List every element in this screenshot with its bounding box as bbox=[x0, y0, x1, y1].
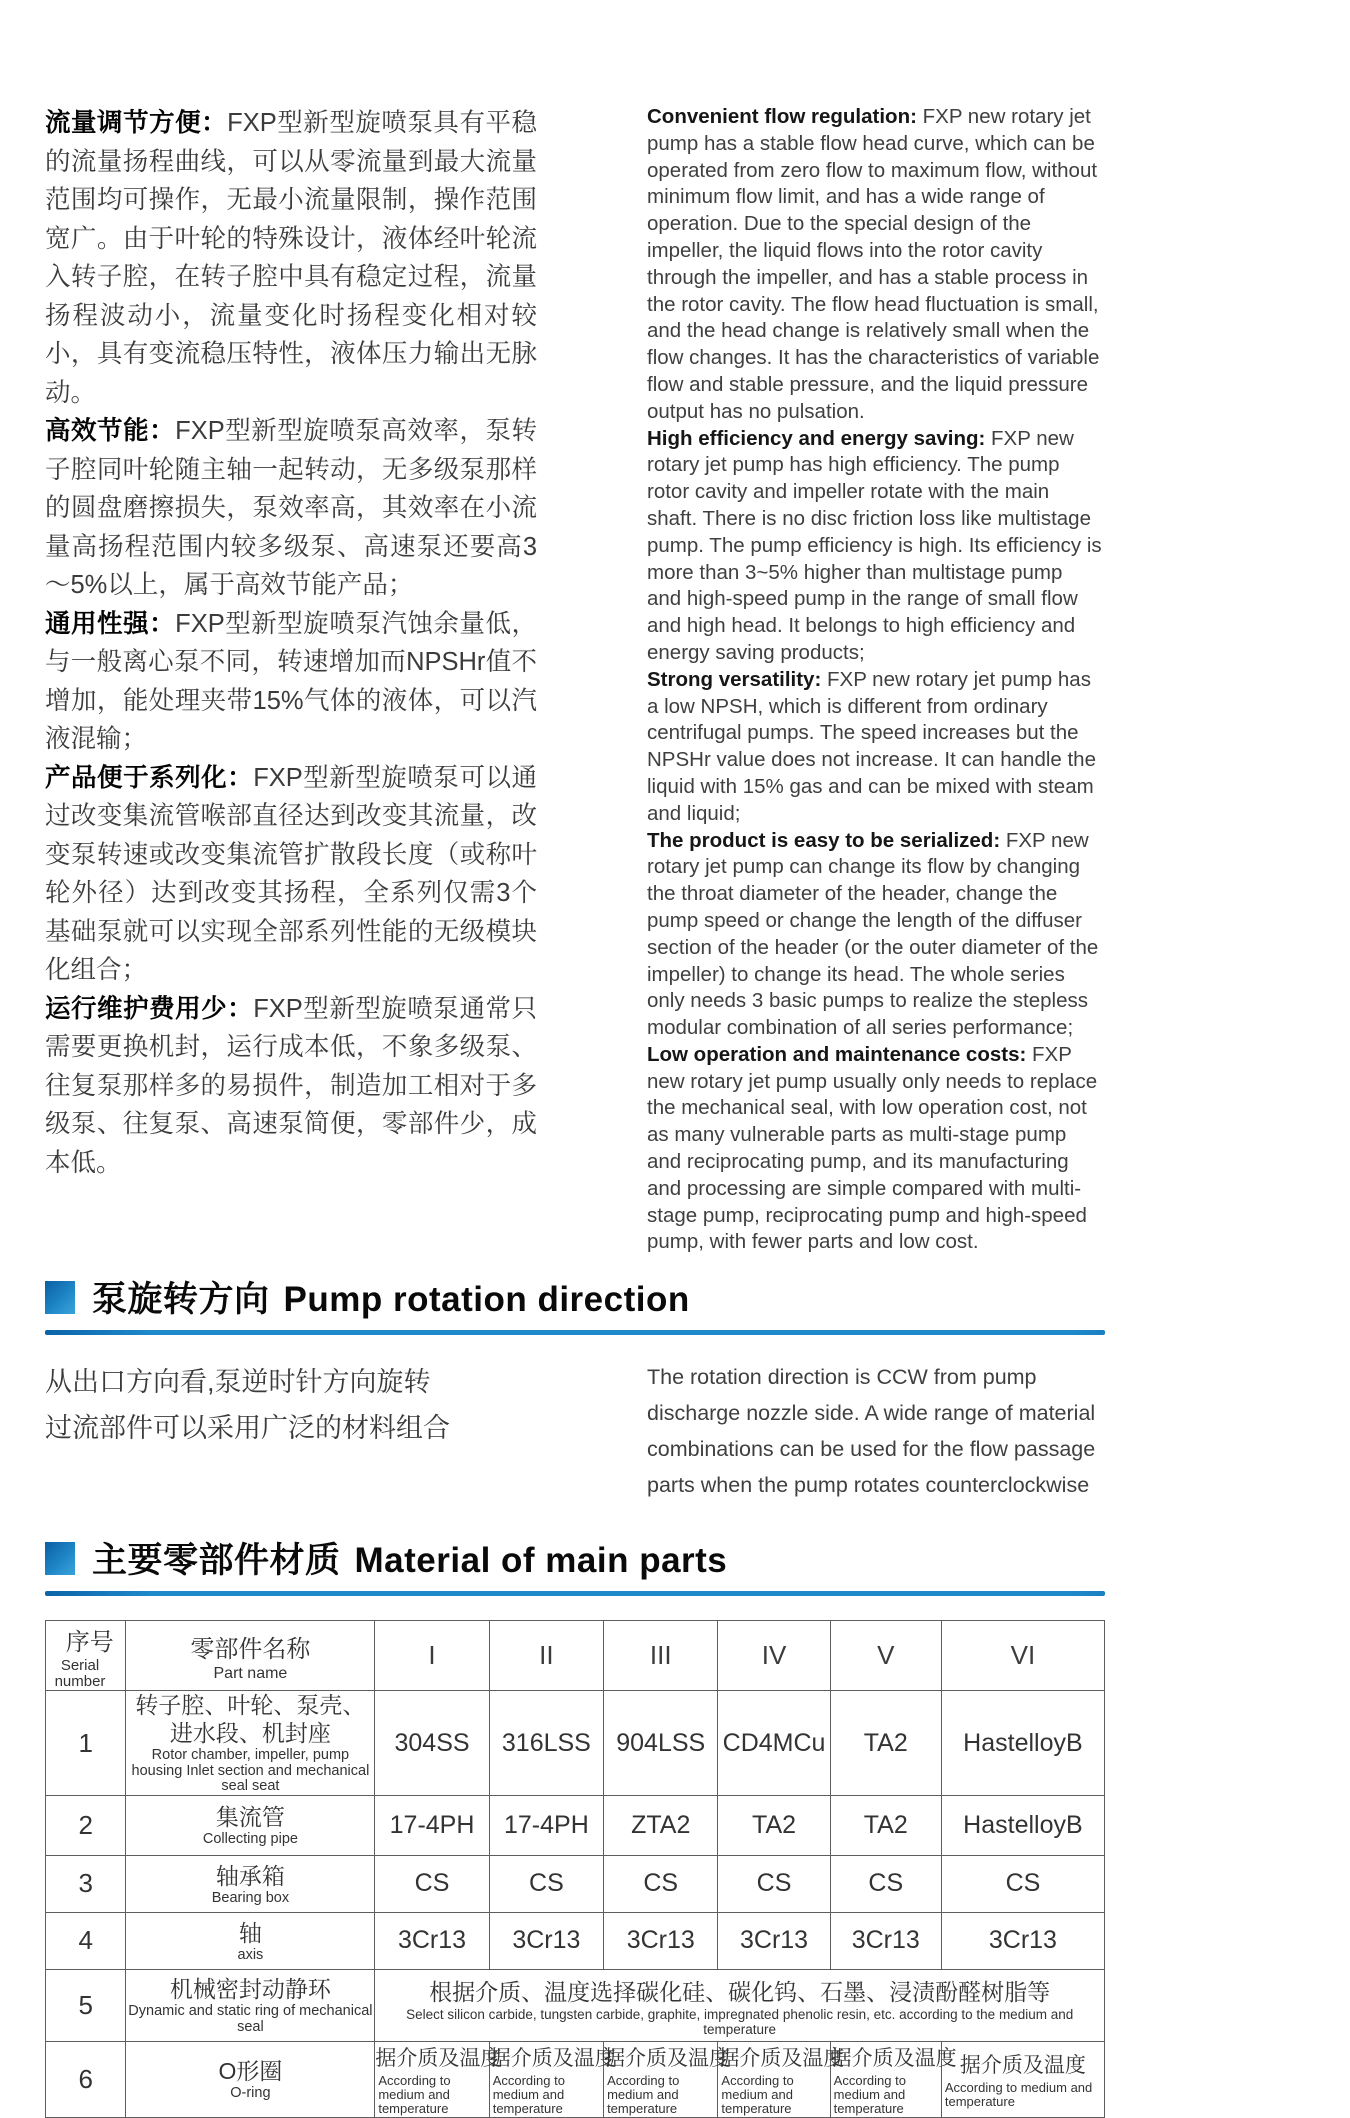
blue-divider-rule bbox=[45, 1591, 1105, 1596]
section-title-cn: 泵旋转方向 bbox=[92, 1280, 270, 1320]
feature-label-en: Low operation and maintenance costs: bbox=[647, 1042, 1027, 1066]
feature-label-cn: 高效节能： bbox=[45, 417, 176, 445]
cell-material: CS bbox=[375, 1855, 489, 1912]
table-row bbox=[46, 1691, 1105, 1796]
feature-text-en: FXP new rotary jet pump has a stable flow head curve, which can be operated from zero flow to maximum flow, without minimum flow limit, and has a wide range of operation. Due to the special design of the impeller, the liquid flows into the rotor cavity through the impeller, and has a stable process in the rotor cavity. The flow head fluctuation is small, and the head change is relatively small when the flow changes. It has the characteristics of variable flow and stable pressure, and the liquid pressure output has no pulsation. bbox=[647, 105, 1100, 423]
feature-paragraph-en bbox=[647, 426, 1102, 667]
feature-label-en: Convenient flow regulation: bbox=[647, 105, 917, 128]
part-name-cn: O形圈 bbox=[218, 2058, 283, 2085]
part-name-cn: 集流管 bbox=[215, 1804, 285, 1831]
cell-material-merged bbox=[375, 1969, 1105, 2041]
col-header-material-1: I bbox=[375, 1621, 489, 1691]
features-column-chinese bbox=[45, 104, 537, 1256]
col-header-material-4: IV bbox=[718, 1621, 830, 1691]
col-header-serial bbox=[46, 1621, 126, 1691]
table-row bbox=[46, 1969, 1105, 2041]
table-row bbox=[46, 1795, 1105, 1855]
feature-paragraph-cn bbox=[45, 104, 537, 412]
blue-square-bullet-icon bbox=[45, 1542, 75, 1575]
cell-material: CS bbox=[604, 1855, 718, 1912]
col-header-material-3: III bbox=[604, 1621, 718, 1691]
cell-serial: 4 bbox=[46, 1912, 126, 1969]
table-row bbox=[46, 2041, 1105, 2117]
oring-note-en: According to medium and temperature bbox=[944, 2080, 1093, 2110]
rotation-cn-line2: 过流部件可以采用广泛的材料组合 bbox=[45, 1413, 450, 1444]
feature-text-cn: FXP型新型旋喷泵高效率，泵转子腔同叶轮随主轴一起转动，无多级泵那样的圆盘磨擦损失，泵效率高，其效率在小流量高扬程范围内较多级泵、高速泵还要高3～5%以上，属于高效节能产品； bbox=[45, 417, 537, 599]
cell-part-name bbox=[126, 1795, 375, 1855]
cell-serial: 5 bbox=[46, 1969, 126, 2041]
feature-paragraph-en bbox=[647, 1042, 1102, 1256]
feature-paragraph-en bbox=[647, 104, 1102, 426]
table-row bbox=[46, 1912, 1105, 1969]
cell-material: HastelloyB bbox=[941, 1691, 1104, 1796]
oring-note-cn: 据介质及温度 bbox=[718, 2047, 845, 2071]
cell-material: 17-4PH bbox=[375, 1795, 489, 1855]
table-row bbox=[46, 1855, 1105, 1912]
table-header-row bbox=[46, 1621, 1105, 1691]
rotation-description bbox=[45, 1359, 1105, 1503]
part-name-cn: 机械密封动静环 bbox=[169, 1976, 331, 2003]
section-title-en: Material of main parts bbox=[354, 1541, 728, 1581]
cell-material: 904LSS bbox=[604, 1691, 718, 1796]
cell-material: 3Cr13 bbox=[941, 1912, 1104, 1969]
cell-material bbox=[830, 2041, 957, 2117]
col-header-serial-cn: 序号 bbox=[65, 1628, 114, 1656]
cell-material: 3Cr13 bbox=[830, 1912, 941, 1969]
oring-note-en: According to medium and temperature bbox=[833, 2073, 906, 2117]
section-title-materials bbox=[92, 1533, 727, 1583]
cell-material bbox=[375, 2041, 502, 2117]
cell-material bbox=[489, 2041, 616, 2117]
feature-text-en: FXP new rotary jet pump usually only needs to replace the mechanical seal, with low operation cost, not as many vulnerable parts as multi-stage pump and reciprocating pump, and its manufacturing and processing are simple compared with multi-stage pump, reciprocating pump and high-speed pump, with fewer parts and low cost. bbox=[647, 1042, 1098, 1254]
feature-label-en: The product is easy to be serialized: bbox=[647, 828, 1001, 852]
cell-material bbox=[718, 2041, 845, 2117]
rotation-text-chinese bbox=[45, 1359, 537, 1503]
col-header-material-6: VI bbox=[941, 1621, 1104, 1691]
oring-note-en: According to medium and temperature bbox=[492, 2073, 565, 2117]
oring-note-cn: 据介质及温度 bbox=[604, 2047, 731, 2071]
cell-material: 3Cr13 bbox=[718, 1912, 830, 1969]
cell-part-name bbox=[126, 1691, 375, 1796]
feature-text-en: FXP new rotary jet pump has high efficiency. The pump rotor cavity and impeller rotate with the main shaft. There is no disc friction loss like multistage pump. The pump efficiency is high. Its efficiency is more than 3~5% higher than multistage pump and high-speed pump in the range of small flow and high head. It belongs to high efficiency and energy saving products; bbox=[647, 426, 1102, 664]
feature-paragraph-cn bbox=[45, 759, 537, 990]
col-header-part-name bbox=[126, 1621, 375, 1691]
oring-note-en: According to medium and temperature bbox=[607, 2073, 680, 2117]
merged-note-en: Select silicon carbide, tungsten carbide, graphite, impregnated phenolic resin, etc. according to the medium and temperature bbox=[406, 2006, 1074, 2037]
col-header-material-2: II bbox=[489, 1621, 603, 1691]
section-heading-materials bbox=[45, 1533, 1105, 1583]
rotation-cn-line1: 从出口方向看,泵逆时针方向旋转 bbox=[45, 1367, 431, 1398]
col-header-serial-en: Serial number bbox=[54, 1656, 106, 1690]
oring-note-cn: 据介质及温度 bbox=[959, 2054, 1086, 2078]
blue-square-bullet-icon bbox=[45, 1281, 75, 1314]
part-name-cn: 转子腔、叶轮、泵壳、进水段、机封座 bbox=[135, 1692, 366, 1747]
feature-text-cn: FXP型新型旋喷泵汽蚀余量低，与一般离心泵不同，转速增加而NPSHr值不增加，能处理夹带15%气体的液体，可以汽液混输； bbox=[45, 609, 537, 753]
section-title-rotation bbox=[92, 1272, 690, 1322]
feature-paragraph-en bbox=[647, 828, 1102, 1042]
features-column-english bbox=[647, 104, 1102, 1256]
feature-paragraph-cn bbox=[45, 605, 537, 759]
part-name-en: O-ring bbox=[230, 2085, 271, 2102]
part-name-en: axis bbox=[237, 1946, 264, 1963]
feature-paragraph-en bbox=[647, 667, 1102, 828]
part-name-en: Rotor chamber, impeller, pump housing Inlet section and mechanical seal seat bbox=[131, 1747, 370, 1795]
part-name-cn: 轴承箱 bbox=[215, 1862, 285, 1889]
oring-note-cn: 据介质及温度 bbox=[375, 2047, 502, 2071]
part-name-en: Collecting pipe bbox=[202, 1831, 298, 1848]
cell-part-name bbox=[126, 1969, 375, 2041]
cell-material: HastelloyB bbox=[941, 1795, 1104, 1855]
part-name-cn: 轴 bbox=[238, 1919, 262, 1946]
feature-text-cn: FXP型新型旋喷泵通常只需要更换机封，运行成本低，不象多级泵、往复泵那样多的易损件，制造加工相对于多级泵、往复泵、高速泵简便，零部件少，成本低。 bbox=[45, 994, 537, 1177]
section-title-cn: 主要零部件材质 bbox=[92, 1541, 341, 1581]
feature-paragraph-cn bbox=[45, 990, 537, 1183]
page-content bbox=[45, 0, 1105, 2118]
cell-material: 304SS bbox=[375, 1691, 489, 1796]
feature-paragraph-cn bbox=[45, 412, 537, 605]
rotation-text-english: The rotation direction is CCW from pump discharge nozzle side. A wide range of material combinations can be used for the flow passage parts when the pump rotates counterclockwise bbox=[647, 1365, 1096, 1498]
cell-material: 3Cr13 bbox=[489, 1912, 603, 1969]
cell-material bbox=[941, 2041, 1104, 2117]
cell-material: 3Cr13 bbox=[604, 1912, 718, 1969]
cell-serial: 3 bbox=[46, 1855, 126, 1912]
section-heading-rotation bbox=[45, 1272, 1105, 1322]
feature-label-en: High efficiency and energy saving: bbox=[647, 426, 986, 450]
cell-material: ZTA2 bbox=[604, 1795, 718, 1855]
cell-material: CS bbox=[489, 1855, 603, 1912]
blue-divider-rule bbox=[45, 1330, 1105, 1335]
cell-material: CS bbox=[941, 1855, 1104, 1912]
cell-material: TA2 bbox=[718, 1795, 830, 1855]
part-name-en: Dynamic and static ring of mechanical seal bbox=[128, 2003, 373, 2035]
feature-label-en: Strong versatility: bbox=[647, 667, 822, 691]
feature-text-cn: FXP型新型旋喷泵可以通过改变集流管喉部直径达到改变其流量，改变泵转速或改变集流管扩散段长度（或称叶轮外径）达到改变其扬程，全系列仅需3个基础泵就可以实现全部系列性能的无级模块化组合； bbox=[45, 763, 537, 984]
feature-label-cn: 流量调节方便： bbox=[45, 109, 228, 137]
cell-material: TA2 bbox=[830, 1795, 941, 1855]
feature-label-cn: 产品便于系列化： bbox=[45, 763, 254, 792]
cell-material: CS bbox=[718, 1855, 830, 1912]
cell-material: CS bbox=[830, 1855, 941, 1912]
cell-material: CD4MCu bbox=[718, 1691, 830, 1796]
features-section bbox=[45, 0, 1105, 1256]
part-name-en: Bearing box bbox=[211, 1889, 290, 1906]
cell-serial: 6 bbox=[46, 2041, 126, 2117]
col-header-material-5: V bbox=[830, 1621, 941, 1691]
materials-table bbox=[45, 1620, 1105, 2118]
feature-text-cn: FXP型新型旋喷泵具有平稳的流量扬程曲线，可以从零流量到最大流量范围均可操作，无最小流量限制，操作范围宽广。由于叶轮的特殊设计，液体经叶轮流入转子腔，在转子腔中具有稳定过程，流量扬程波动小，流量变化时扬程变化相对较小，具有变流稳压特性，液体压力输出无脉动。 bbox=[45, 109, 537, 407]
feature-label-cn: 运行维护费用少： bbox=[45, 994, 254, 1023]
oring-note-cn: 据介质及温度 bbox=[830, 2047, 957, 2071]
feature-label-cn: 通用性强： bbox=[45, 609, 176, 638]
cell-material: 17-4PH bbox=[489, 1795, 603, 1855]
oring-note-en: According to medium and temperature bbox=[378, 2073, 451, 2117]
oring-note-cn: 据介质及温度 bbox=[489, 2047, 616, 2071]
cell-part-name bbox=[126, 1912, 375, 1969]
cell-material: 3Cr13 bbox=[375, 1912, 489, 1969]
cell-serial: 1 bbox=[46, 1691, 126, 1796]
col-header-part-cn: 零部件名称 bbox=[190, 1635, 311, 1663]
cell-part-name bbox=[126, 1855, 375, 1912]
cell-material: 316LSS bbox=[489, 1691, 603, 1796]
cell-material: TA2 bbox=[830, 1691, 941, 1796]
cell-material bbox=[604, 2041, 731, 2117]
cell-serial: 2 bbox=[46, 1795, 126, 1855]
section-title-en: Pump rotation direction bbox=[283, 1280, 690, 1320]
feature-text-en: FXP new rotary jet pump can change its flow by changing the throat diameter of the header, change the pump speed or change the length of the diffuser section of the header (or the outer diameter of the impeller) to change its head. The whole series only needs 3 basic pumps to realize the stepless modular combination of all series performance; bbox=[647, 828, 1099, 1040]
col-header-part-en: Part name bbox=[213, 1664, 288, 1682]
feature-text-en: FXP new rotary jet pump has a low NPSH, which is different from ordinary centrifugal pumps. The speed increases but the NPSHr value does not increase. It can handle the liquid with 15% gas and can be mixed with steam and liquid; bbox=[647, 667, 1096, 825]
cell-part-name bbox=[126, 2041, 375, 2117]
oring-note-en: According to medium and temperature bbox=[721, 2073, 794, 2117]
merged-note-cn: 根据介质、温度选择碳化硅、碳化钨、石墨、浸渍酚醛树脂等 bbox=[429, 1978, 1051, 2005]
